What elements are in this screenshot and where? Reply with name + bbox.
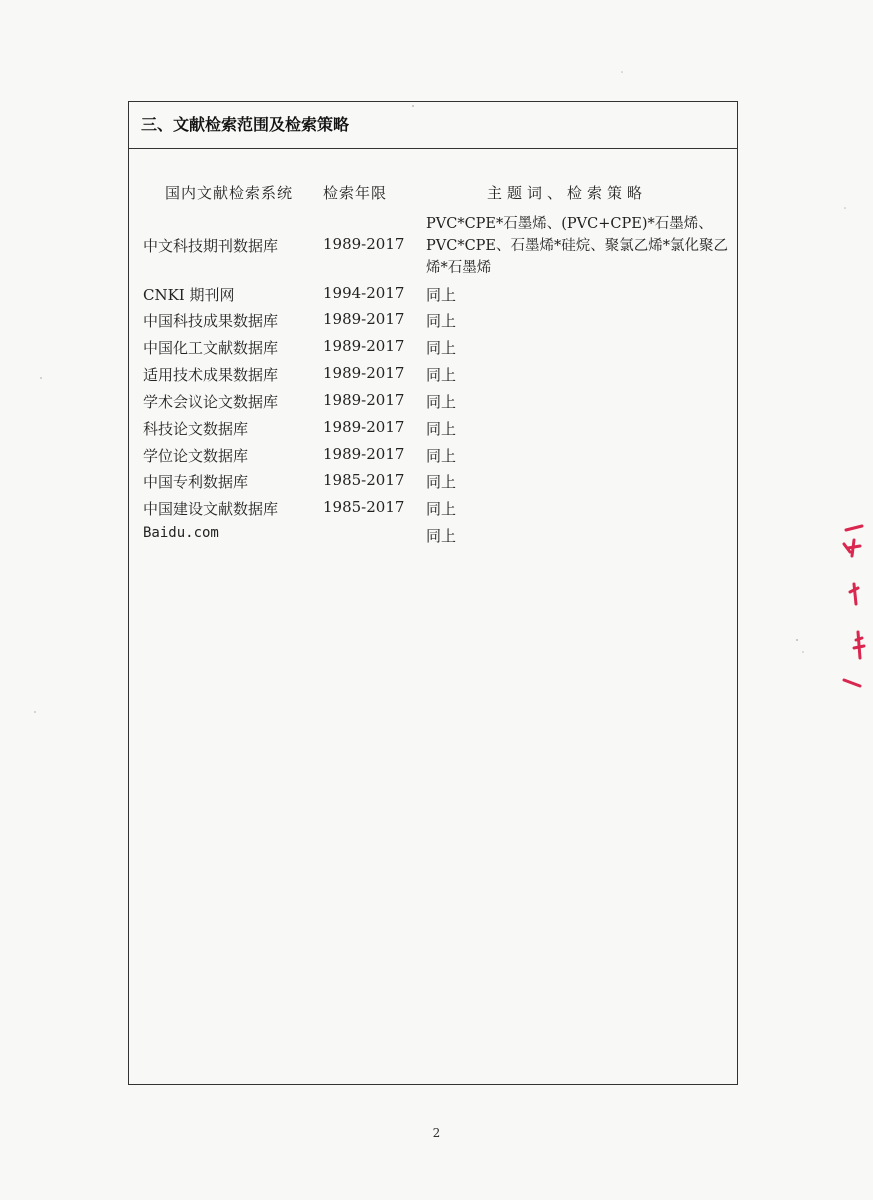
database-name: 中国建设文献数据库 xyxy=(143,500,279,518)
column-header-system: 国内文献检索系统 xyxy=(165,184,294,202)
page-number: 2 xyxy=(432,1126,441,1140)
strategy-same: 同上 xyxy=(426,447,457,465)
database-name: 中国科技成果数据库 xyxy=(143,312,279,330)
database-name: 中国专利数据库 xyxy=(143,473,249,491)
year-range: 1985-2017 xyxy=(323,471,405,489)
strategy-same: 同上 xyxy=(426,286,457,304)
strategy-same: 同上 xyxy=(426,339,457,357)
strategy-same: 同上 xyxy=(426,366,457,384)
year-range: 1989-2017 xyxy=(323,418,405,436)
strategy-same: 同上 xyxy=(426,527,457,545)
year-range: 1989-2017 xyxy=(323,310,405,328)
year-range: 1989-2017 xyxy=(323,364,405,382)
search-scope-section xyxy=(128,101,738,1085)
strategy-same: 同上 xyxy=(426,500,457,518)
column-header-years: 检索年限 xyxy=(323,184,388,202)
database-name: 适用技术成果数据库 xyxy=(143,366,279,384)
year-range: 1989-2017 xyxy=(323,391,405,409)
database-name: 科技论文数据库 xyxy=(143,420,249,438)
year-range: 1989-2017 xyxy=(323,337,405,355)
year-range: 1994-2017 xyxy=(323,284,405,302)
database-name: Baidu.com xyxy=(143,525,219,541)
strategy-same: 同上 xyxy=(426,473,457,491)
database-name: 学位论文数据库 xyxy=(143,447,249,465)
database-name: 中文科技期刊数据库 xyxy=(143,237,279,255)
database-name: CNKI 期刊网 xyxy=(143,286,235,304)
strategy-same: 同上 xyxy=(426,312,457,330)
database-name: 中国化工文献数据库 xyxy=(143,339,279,357)
database-name: 学术会议论文数据库 xyxy=(143,393,279,411)
strategy-same: 同上 xyxy=(426,393,457,411)
red-seal-stamp-fragment xyxy=(836,522,866,692)
search-strategy-text: PVC*CPE*石墨烯、(PVC+CPE)*石墨烯、PVC*CPE、石墨烯*硅烷、聚氯乙烯*氯化聚乙烯*石墨烯 xyxy=(426,216,729,276)
strategy-same: 同上 xyxy=(426,420,457,438)
year-range: 1989-2017 xyxy=(323,235,405,253)
year-range: 1989-2017 xyxy=(323,445,405,463)
section-title: 三、文献检索范围及检索策略 xyxy=(129,102,737,149)
column-header-strategy: 主题词、检索策略 xyxy=(487,184,648,202)
year-range: 1985-2017 xyxy=(323,498,405,516)
